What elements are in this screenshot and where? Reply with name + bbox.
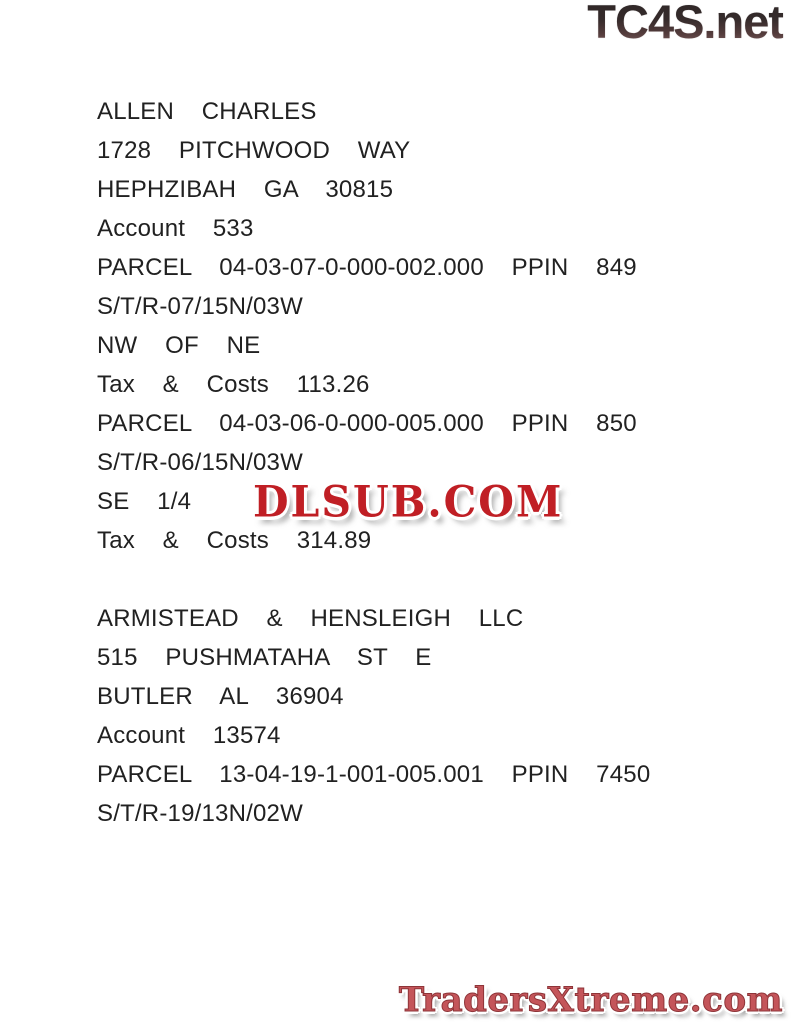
document-line: Account 533 [97,215,254,242]
document-line: S/T/R-07/15N/03W [97,293,303,320]
document-line: NW OF NE [97,332,261,359]
document-line: S/T/R-19/13N/02W [97,800,303,827]
record-block [97,599,650,833]
tradersxtreme-watermark: TradersXtreme.com [398,980,783,1020]
tc4s-watermark: TC4S.net [587,0,783,49]
document-line: SE 1/4 [97,488,192,515]
document-line: S/T/R-06/15N/03W [97,449,303,476]
document-line: HEPHZIBAH GA 30815 [97,176,394,203]
document-line: BUTLER AL 36904 [97,683,344,710]
document-line: PARCEL 04-03-06-0-000-005.000 PPIN 850 [97,410,637,437]
document-line: PARCEL 04-03-07-0-000-002.000 PPIN 849 [97,254,637,281]
document-line: Tax & Costs 113.26 [97,371,370,398]
dlsub-watermark: DLSUB.COM [253,476,564,528]
document-line: Account 13574 [97,722,281,749]
document-line: ARMISTEAD & HENSLEIGH LLC [97,605,524,632]
document-line: 1728 PITCHWOOD WAY [97,137,411,164]
document-line: ALLEN CHARLES [97,98,317,125]
document-line: PARCEL 13-04-19-1-001-005.001 PPIN 7450 [97,761,651,788]
document-line: Tax & Costs 314.89 [97,527,372,554]
document-line: 515 PUSHMATAHA ST E [97,644,432,671]
